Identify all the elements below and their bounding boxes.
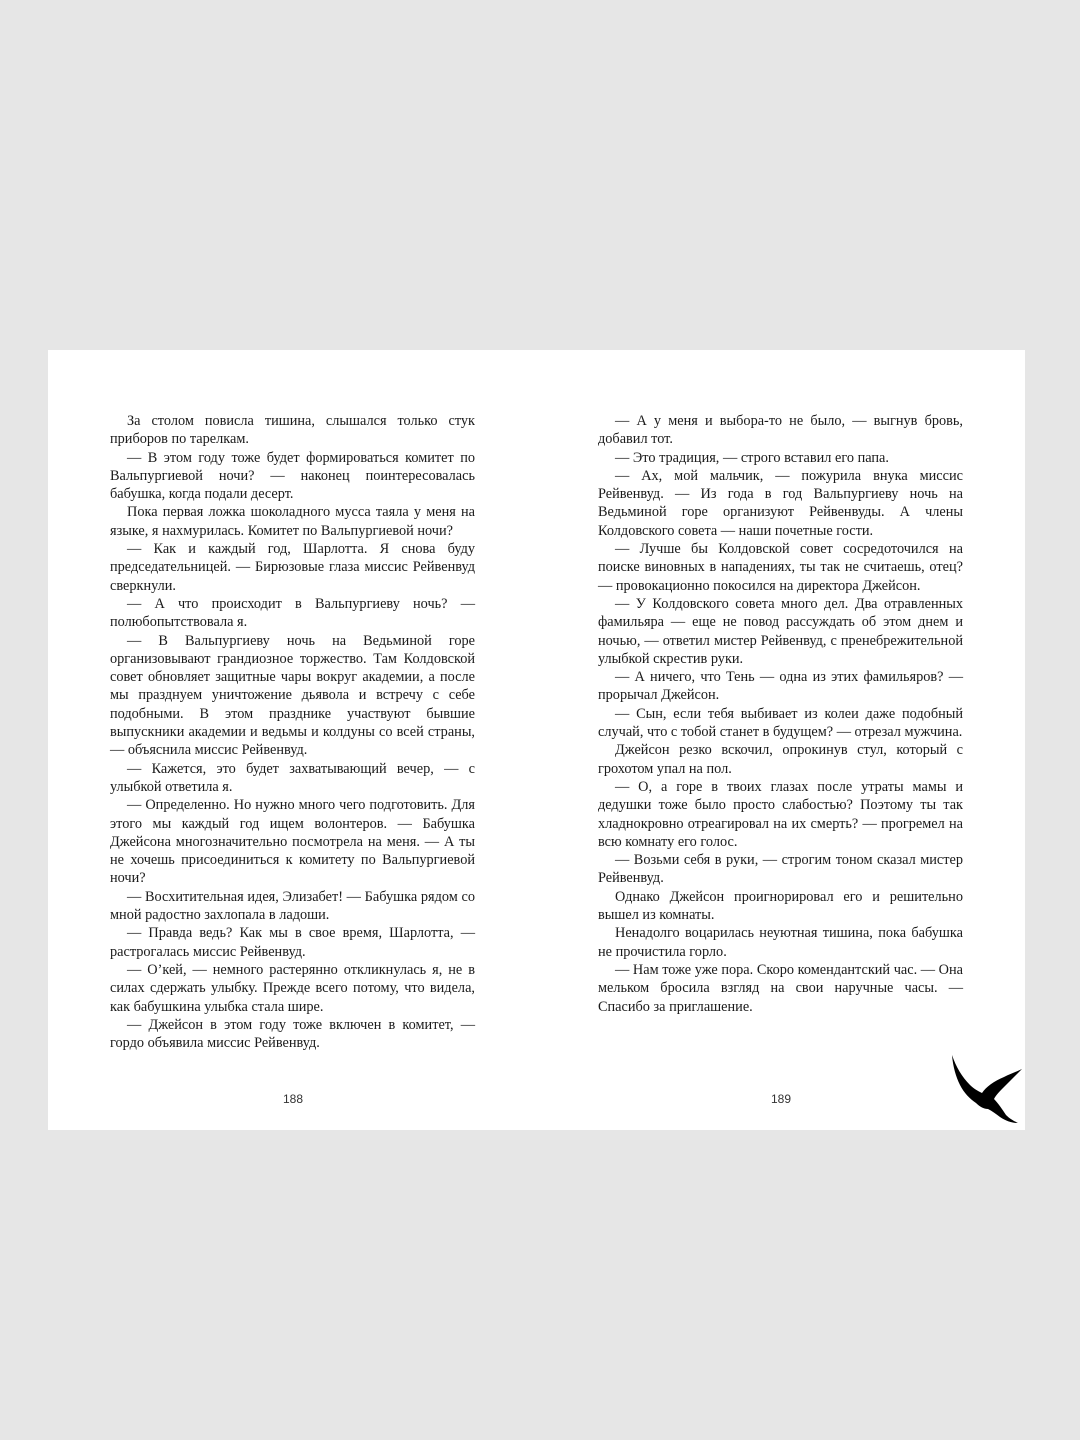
- paragraph: — А у меня и выбора-то не было, — выгнув бровь, добавил тот.: [598, 413, 963, 448]
- paragraph: — Джейсон в этом году тоже включен в комитет, — гордо объявила миссис Рейвенвуд.: [110, 1016, 475, 1052]
- page-number-left: 188: [282, 1092, 304, 1106]
- paragraph: — Определенно. Но нужно много чего подготовить. Для этого мы каждый год ищем волонтеров. — Бабушка Джейсона многозначительно посмотрела на меня. — А ты не хочешь присоединиться к комитету по Вальпургиевой ночи?: [110, 797, 475, 887]
- paragraph: Однако Джейсон проигнорировал его и решительно вышел из комнаты.: [598, 888, 963, 924]
- paragraph: — Как и каждый год, Шарлотта. Я снова буду председательницей. — Бирюзовые глаза миссис Рейвенвуд сверкнули.: [110, 541, 475, 594]
- paragraph: — А ничего, что Тень — одна из этих фамильяров? — прорычал Джейсон.: [598, 669, 963, 704]
- paragraph: — В Вальпургиеву ночь на Ведьминой горе организовывают грандиозное торжество. Там Колдовской совет обновляет защитные чары вокруг академии, а после мы празднуем уничтожение дьявола и встречу с себе подобными. В этом празднике участвуют бывшие выпускники академии и ведьмы и колдуны со всей страны, — объяснила миссис Рейвенвуд.: [110, 632, 475, 759]
- paragraph: — О, а горе в твоих глазах после утраты мамы и дедушки тоже было просто слабостью? Поэтому ты так хладнокровно отреагировал на их смерть? — прогремел на всю комнату его голос.: [598, 778, 963, 850]
- paragraph: — В этом году тоже будет формироваться комитет по Вальпургиевой ночи? — наконец поинтересовалась бабушка, когда подали десерт.: [110, 449, 475, 503]
- paragraph: — Ах, мой мальчик, — пожурила внука миссис Рейвенвуд. — Из года в год Вальпургиеву ночь на Ведьминой горе организуют Рейвенвуды. А члены Колдовского совета — наши почетные гости.: [598, 467, 963, 539]
- paragraph: — Правда ведь? Как мы в свое время, Шарлотта, — растрогалась миссис Рейвенвуд.: [110, 925, 475, 960]
- paragraph: — О’кей, — немного растерянно откликнулась я, не в силах сдержать улыбку. Прежде всего потому, что видела, как бабушкина улыбка стала шире.: [110, 961, 475, 1015]
- paragraph: Джейсон резко вскочил, опрокинув стул, который с грохотом упал на пол.: [598, 742, 963, 777]
- raven-silhouette: [952, 1055, 1022, 1123]
- paragraph: — Возьми себя в руки, — строгим тоном сказал мистер Рейвенвуд.: [598, 852, 963, 887]
- paragraph: — Нам тоже уже пора. Скоро комендантский час. — Она мельком бросила взгляд на свои наручные часы. — Спасибо за приглашение.: [598, 961, 963, 1015]
- book-spread: [48, 350, 1025, 1130]
- paragraph: — Это традиция, — строго вставил его папа.: [615, 449, 889, 466]
- right-page: [598, 412, 963, 1016]
- paragraph: — Кажется, это будет захватывающий вечер, — с улыбкой ответила я.: [110, 760, 475, 795]
- paragraph: — Лучше бы Колдовской совет сосредоточился на поиске виновных в нападениях, ты так не считаешь, отец? — провокационно покосился на директора Джейсон.: [598, 541, 963, 594]
- raven-icon: [944, 1053, 1024, 1123]
- paragraph: — Восхитительная идея, Элизабет! — Бабушка рядом со мной радостно захлопала в ладоши.: [110, 888, 475, 924]
- paragraph: За столом повисла тишина, слышался только стук приборов по тарелкам.: [110, 413, 475, 448]
- paragraph: — У Колдовского совета много дел. Два отравленных фамильяра — еще не повод рассуждать об этом днем и ночью, — ответил мистер Рейвенвуд, с пренебрежительной улыбкой скрестив руки.: [598, 595, 963, 667]
- paragraph: — А что происходит в Вальпургиеву ночь? — полюбопытствовала я.: [110, 595, 475, 631]
- page-number-right: 189: [770, 1092, 792, 1106]
- left-page: [110, 412, 475, 1052]
- paragraph: Ненадолго воцарилась неуютная тишина, пока бабушка не прочистила горло.: [598, 925, 963, 960]
- paragraph: — Сын, если тебя выбивает из колеи даже подобный случай, что с тобой станет в будущем? — отрезал мужчина.: [598, 705, 963, 741]
- paragraph: Пока первая ложка шоколадного мусса таяла у меня на языке, я нахмурилась. Комитет по Вальпургиевой ночи?: [110, 504, 475, 539]
